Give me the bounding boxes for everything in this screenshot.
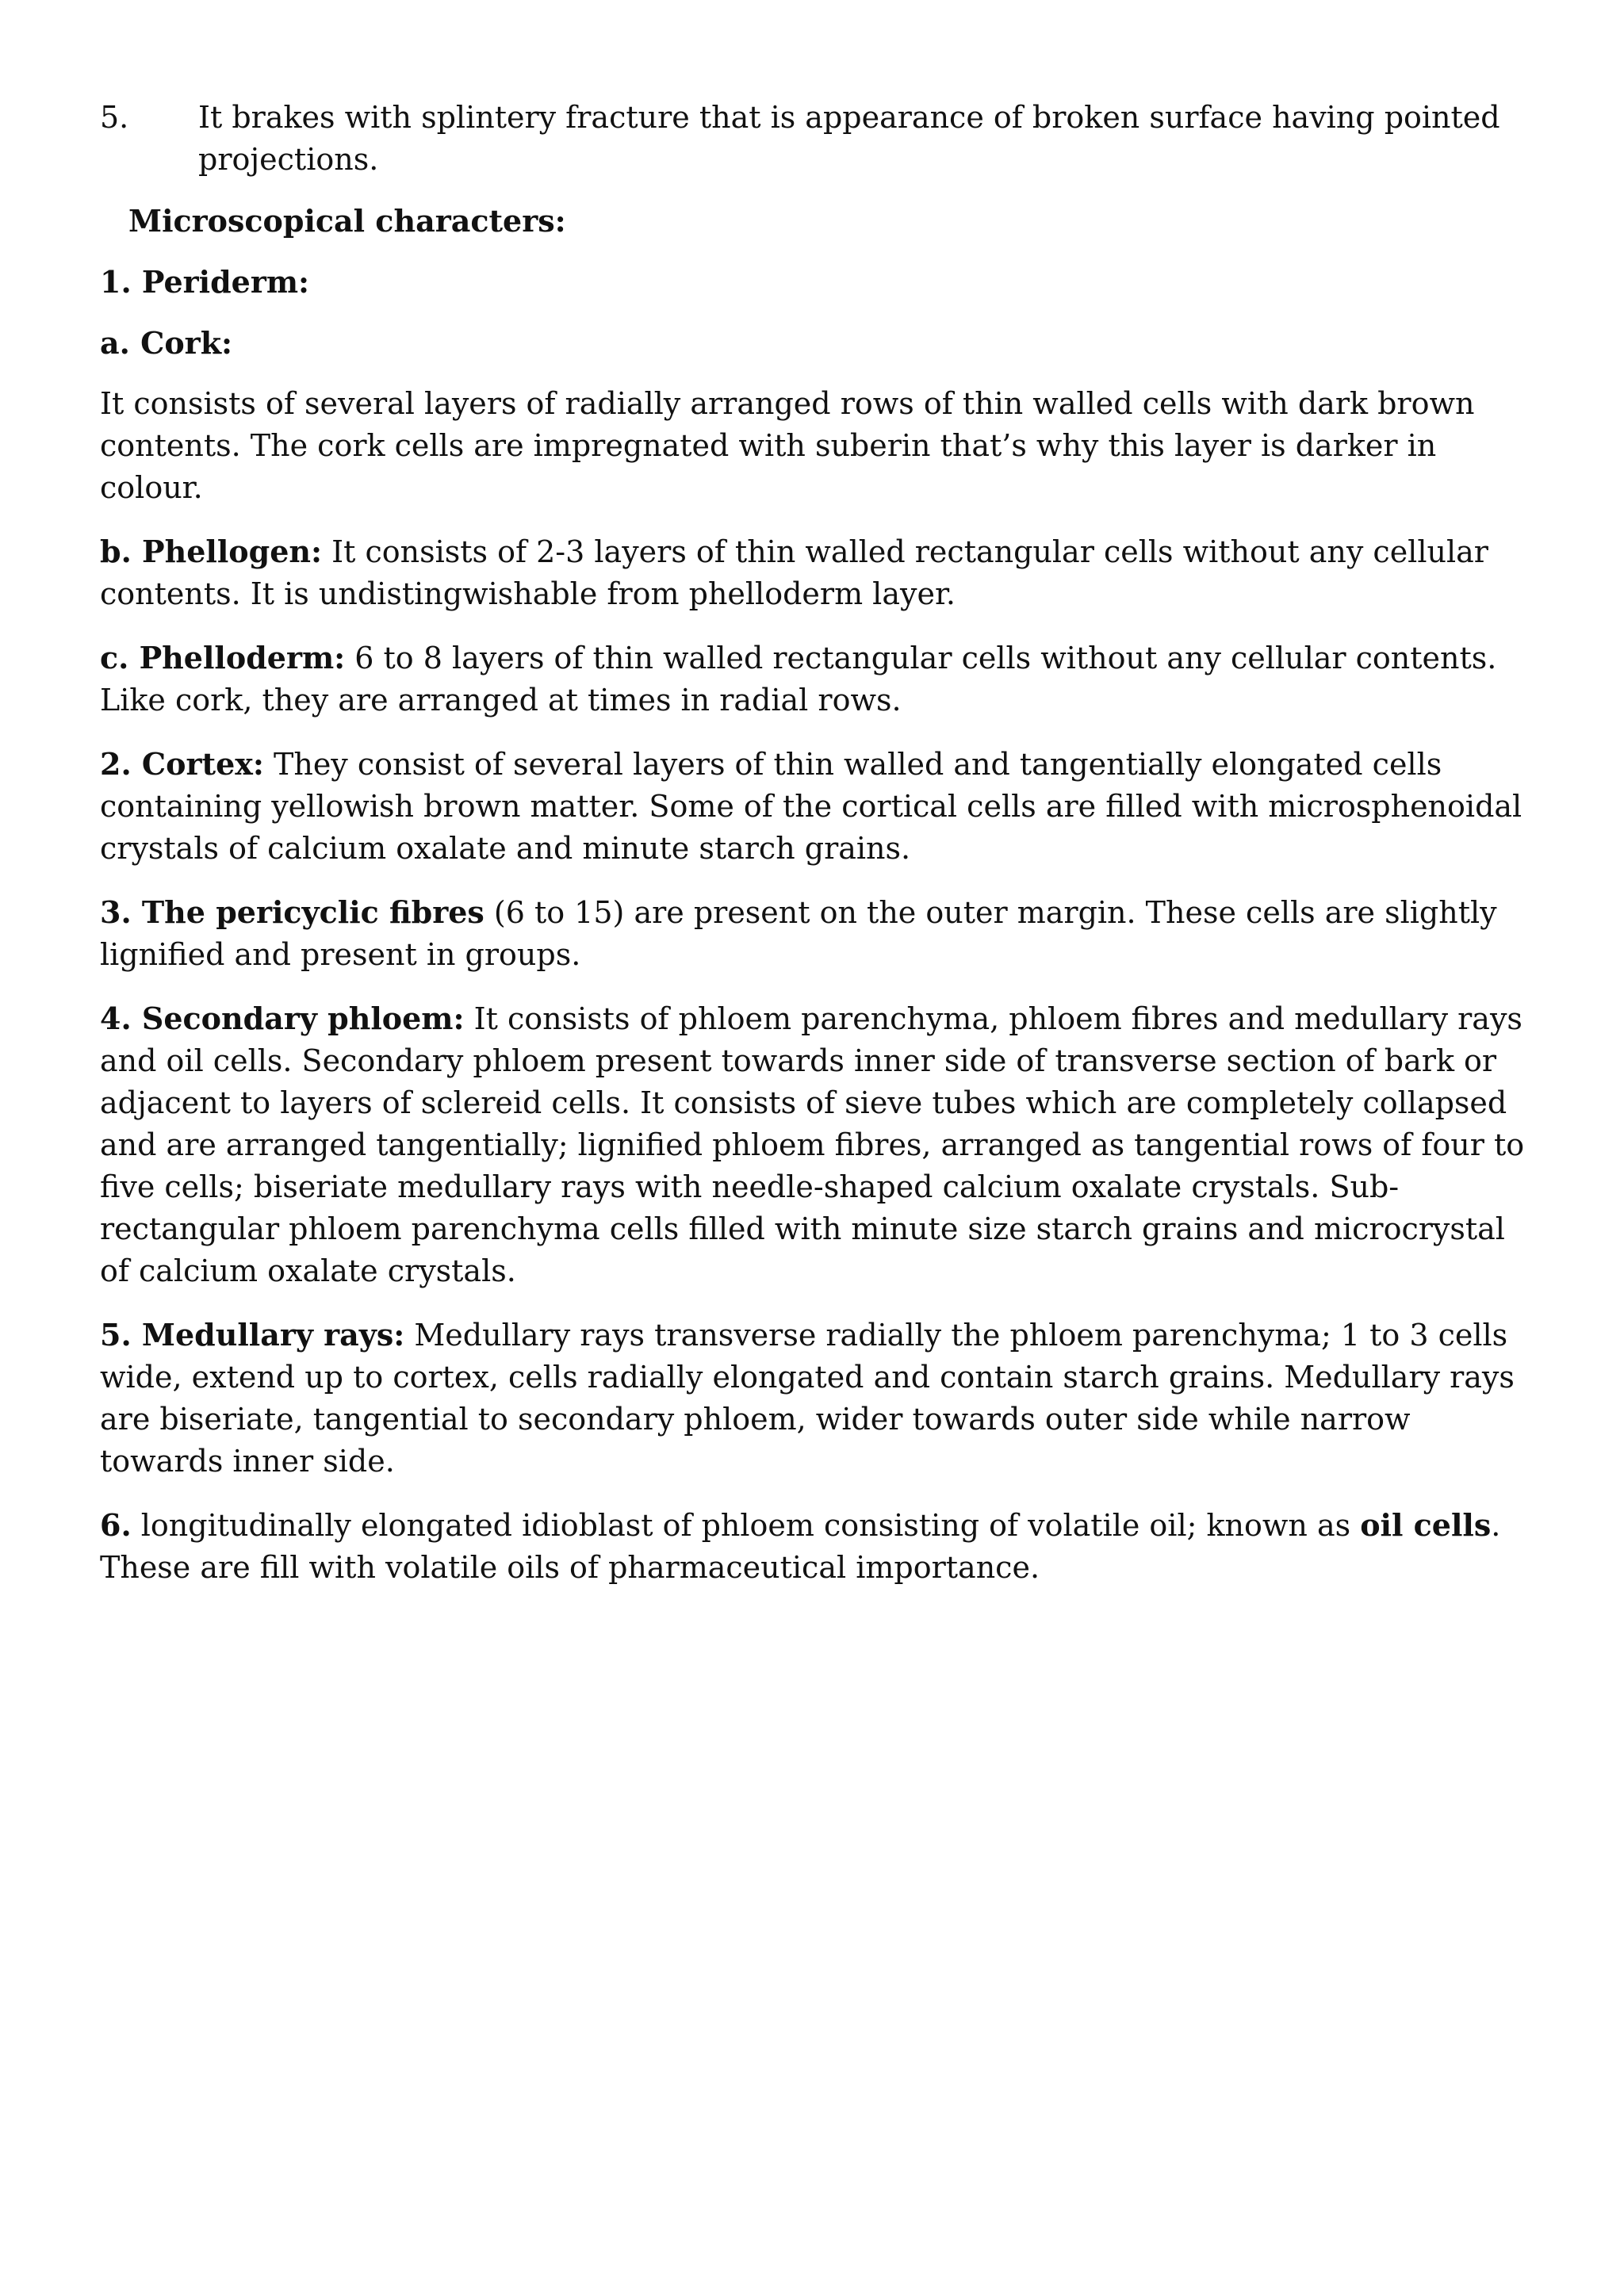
page-content [100, 97, 1527, 1610]
phellogen-label: b. Phellogen: [100, 534, 323, 569]
cortex-label: 2. Cortex: [100, 746, 264, 782]
microscopical-heading: Microscopical characters: [128, 203, 566, 239]
phelloderm-text: 6 to 8 layers of thin walled rectangular cells without any cellular contents. Like cork, they are arranged at times in radial rows. [100, 641, 1497, 718]
secondary-phloem-label: 4. Secondary phloem: [100, 1001, 465, 1036]
pericyclic-label: 3. The pericyclic fibres [100, 894, 485, 930]
list-number: 5. [100, 100, 129, 135]
list-item-5 [100, 97, 1527, 181]
medullary-rays-label: 5. Medullary rays: [100, 1317, 405, 1353]
secondary-phloem-text: It consists of phloem parenchyma, phloem fibres and medullary rays and oil cells. Secondary phloem present towards inner side of transverse section of bark or adjacent to layers of sclereid cells. It consists of sieve tubes which are completely collapsed and are arranged tangentially; lignified phloem fibres, arranged as tangential rows of four to five cells; biseriate medullary rays with needle-shaped calcium oxalate crystals. Sub-rectangular phloem parenchyma cells filled with minute size starch grains and microcrystal of calcium oxalate crystals. [100, 1001, 1525, 1288]
oil-cells-paragraph [100, 1504, 1527, 1589]
secondary-phloem-paragraph [100, 997, 1527, 1292]
pericyclic-text: (6 to 15) are present on the outer margin. These cells are slightly lignified and present in groups. [100, 895, 1497, 972]
list-item-text: It brakes with splintery fracture that is appearance of broken surface having pointed projections. [198, 100, 1500, 177]
medullary-rays-text: Medullary rays transverse radially the phloem parenchyma; 1 to 3 cells wide, extend up to cortex, cells radially elongated and contain starch grains. Medullary rays are biseriate, tangential to secondary phloem, wider towards outer side while narrow towards inner side. [100, 1318, 1515, 1479]
oil-cells-text-after: . These are fill with volatile oils of pharmaceutical importance. [100, 1508, 1501, 1585]
phellogen-text: It consists of 2-3 layers of thin walled rectangular cells without any cellular contents. It is undistingwishable from phelloderm layer. [100, 534, 1488, 611]
medullary-rays-paragraph [100, 1314, 1527, 1483]
phelloderm-paragraph [100, 637, 1527, 721]
phelloderm-label: c. Phelloderm: [100, 640, 346, 675]
phellogen-paragraph [100, 530, 1527, 615]
oil-cells-term: oil cells [1360, 1507, 1492, 1543]
oil-cells-number: 6. [100, 1507, 132, 1543]
cork-paragraph: It consists of several layers of radially arranged rows of thin walled cells with dark brown contents. The cork cells are impregnated with suberin that’s why this layer is darker in colour. [100, 386, 1475, 505]
periderm-heading: 1. Periderm: [100, 264, 310, 300]
cortex-text: They consist of several layers of thin walled and tangentially elongated cells containing yellowish brown matter. Some of the cortical cells are filled with microsphenoidal crystals of calcium oxalate and minute starch grains. [100, 747, 1522, 866]
cork-heading: a. Cork: [100, 325, 233, 361]
oil-cells-text-before: longitudinally elongated idioblast of phloem consisting of volatile oil; known as [131, 1508, 1361, 1543]
cortex-paragraph [100, 743, 1527, 870]
pericyclic-paragraph [100, 891, 1527, 976]
